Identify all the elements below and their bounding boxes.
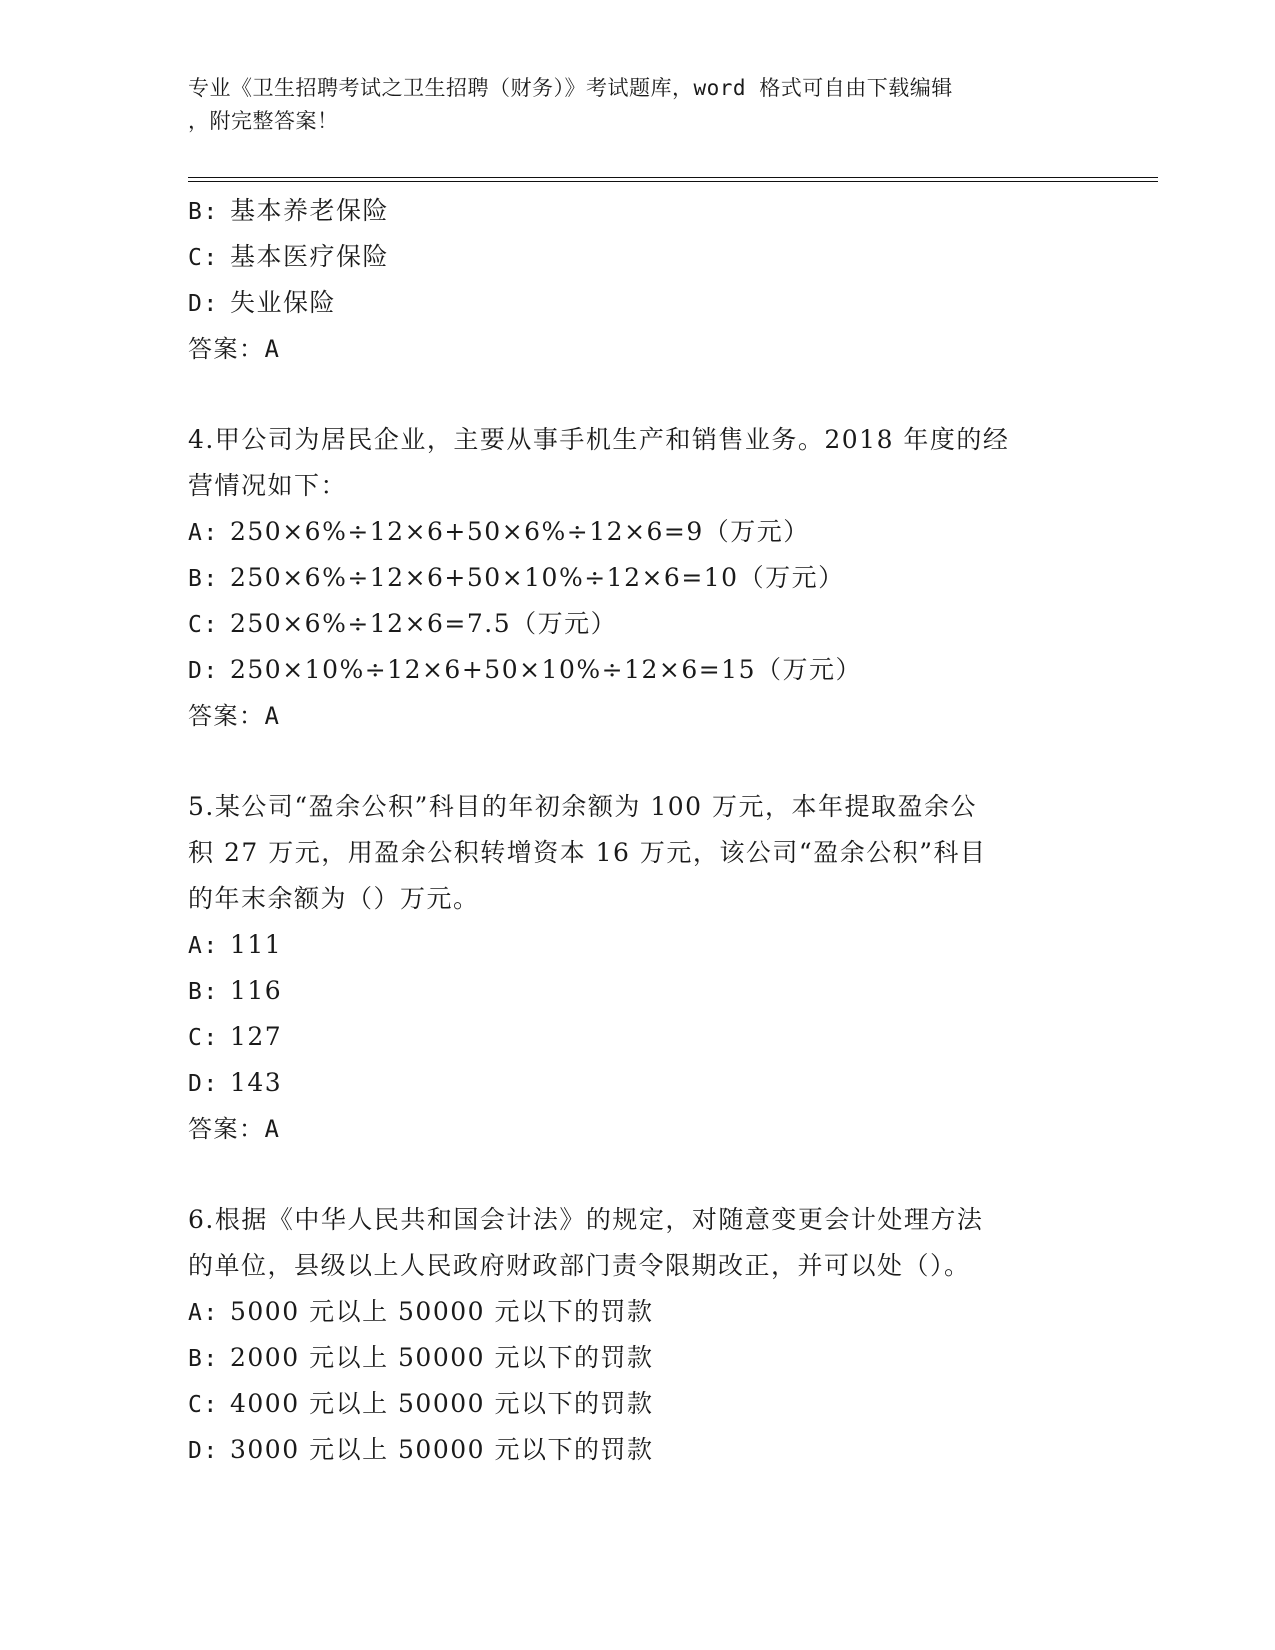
header-title-line-1: 专业《卫生招聘考试之卫生招聘（财务）》考试题库，word 格式可自由下载编辑 [188,76,953,100]
option-key: D: [188,1071,219,1097]
question-stem-line: 5.某公司“盈余公积”科目的年初余额为 100 万元，本年提取盈余公 [188,792,978,821]
option-key: B: [188,199,219,225]
answer [188,326,1068,372]
option-key: C: [188,612,219,638]
question-stem-line: 积 27 万元，用盈余公积转增资本 16 万元，该公司“盈余公积”科目 [188,838,987,867]
option-d [188,1060,1068,1106]
option-key: D: [188,658,219,684]
option-c [188,234,1068,280]
question-stem-line: 4.甲公司为居民企业，主要从事手机生产和销售业务。2018 年度的经 [188,425,1010,454]
question-stem-line: 的年末余额为（）万元。 [188,884,480,913]
option-b [188,555,1068,601]
question-6 [188,1197,1068,1473]
option-a [188,922,1068,968]
document-header [188,72,1068,138]
option-d [188,647,1068,693]
option-text: 127 [230,1022,283,1051]
option-b [188,188,1068,234]
option-d [188,1427,1068,1473]
answer [188,1106,1068,1152]
option-c [188,1381,1068,1427]
option-text: 3000 元以上 50000 元以下的罚款 [230,1435,654,1464]
option-key: D: [188,291,219,317]
option-b [188,968,1068,1014]
option-text: 2000 元以上 50000 元以下的罚款 [230,1343,654,1372]
question-list [188,188,1068,1473]
option-key: D: [188,1438,219,1464]
option-text: 250×10%÷12×6+50×10%÷12×6=15（万元） [230,655,862,684]
question-gap [188,739,1068,784]
header-title-line-2: ，附完整答案！ [188,109,339,133]
option-text: 失业保险 [230,288,337,317]
answer [188,693,1068,739]
question-3-tail [188,188,1068,372]
question-5 [188,784,1068,1152]
question-stem-line: 6.根据《中华人民共和国会计法》的规定，对随意变更会计处理方法 [188,1205,984,1234]
option-c [188,1014,1068,1060]
option-key: B: [188,979,219,1005]
option-text: 250×6%÷12×6+50×10%÷12×6=10（万元） [230,563,845,592]
option-text: 基本养老保险 [230,196,390,225]
question-stem-line: 的单位，县级以上人民政府财政部门责令限期改正，并可以处（）。 [188,1251,971,1280]
question-4 [188,417,1068,739]
answer-text: 答案：A [188,335,281,363]
option-d [188,280,1068,326]
header-divider [188,177,1158,182]
option-b [188,1335,1068,1381]
option-text: 111 [230,930,283,959]
option-key: C: [188,1392,219,1418]
option-key: C: [188,1025,219,1051]
question-gap [188,372,1068,417]
option-key: B: [188,1346,219,1372]
option-text: 5000 元以上 50000 元以下的罚款 [230,1297,654,1326]
option-text: 250×6%÷12×6=7.5（万元） [230,609,618,638]
option-text: 4000 元以上 50000 元以下的罚款 [230,1389,654,1418]
option-key: A: [188,520,219,546]
option-key: A: [188,1300,219,1326]
option-key: A: [188,933,219,959]
option-key: B: [188,566,219,592]
answer-text: 答案：A [188,702,281,730]
question-stem-line: 营情况如下： [188,471,348,500]
option-a [188,509,1068,555]
option-text: 143 [230,1068,283,1097]
answer-text: 答案：A [188,1115,281,1143]
option-a [188,1289,1068,1335]
question-gap [188,1152,1068,1197]
option-text: 基本医疗保险 [230,242,390,271]
option-c [188,601,1068,647]
option-key: C: [188,245,219,271]
option-text: 250×6%÷12×6+50×6%÷12×6=9（万元） [230,517,810,546]
option-text: 116 [230,976,283,1005]
